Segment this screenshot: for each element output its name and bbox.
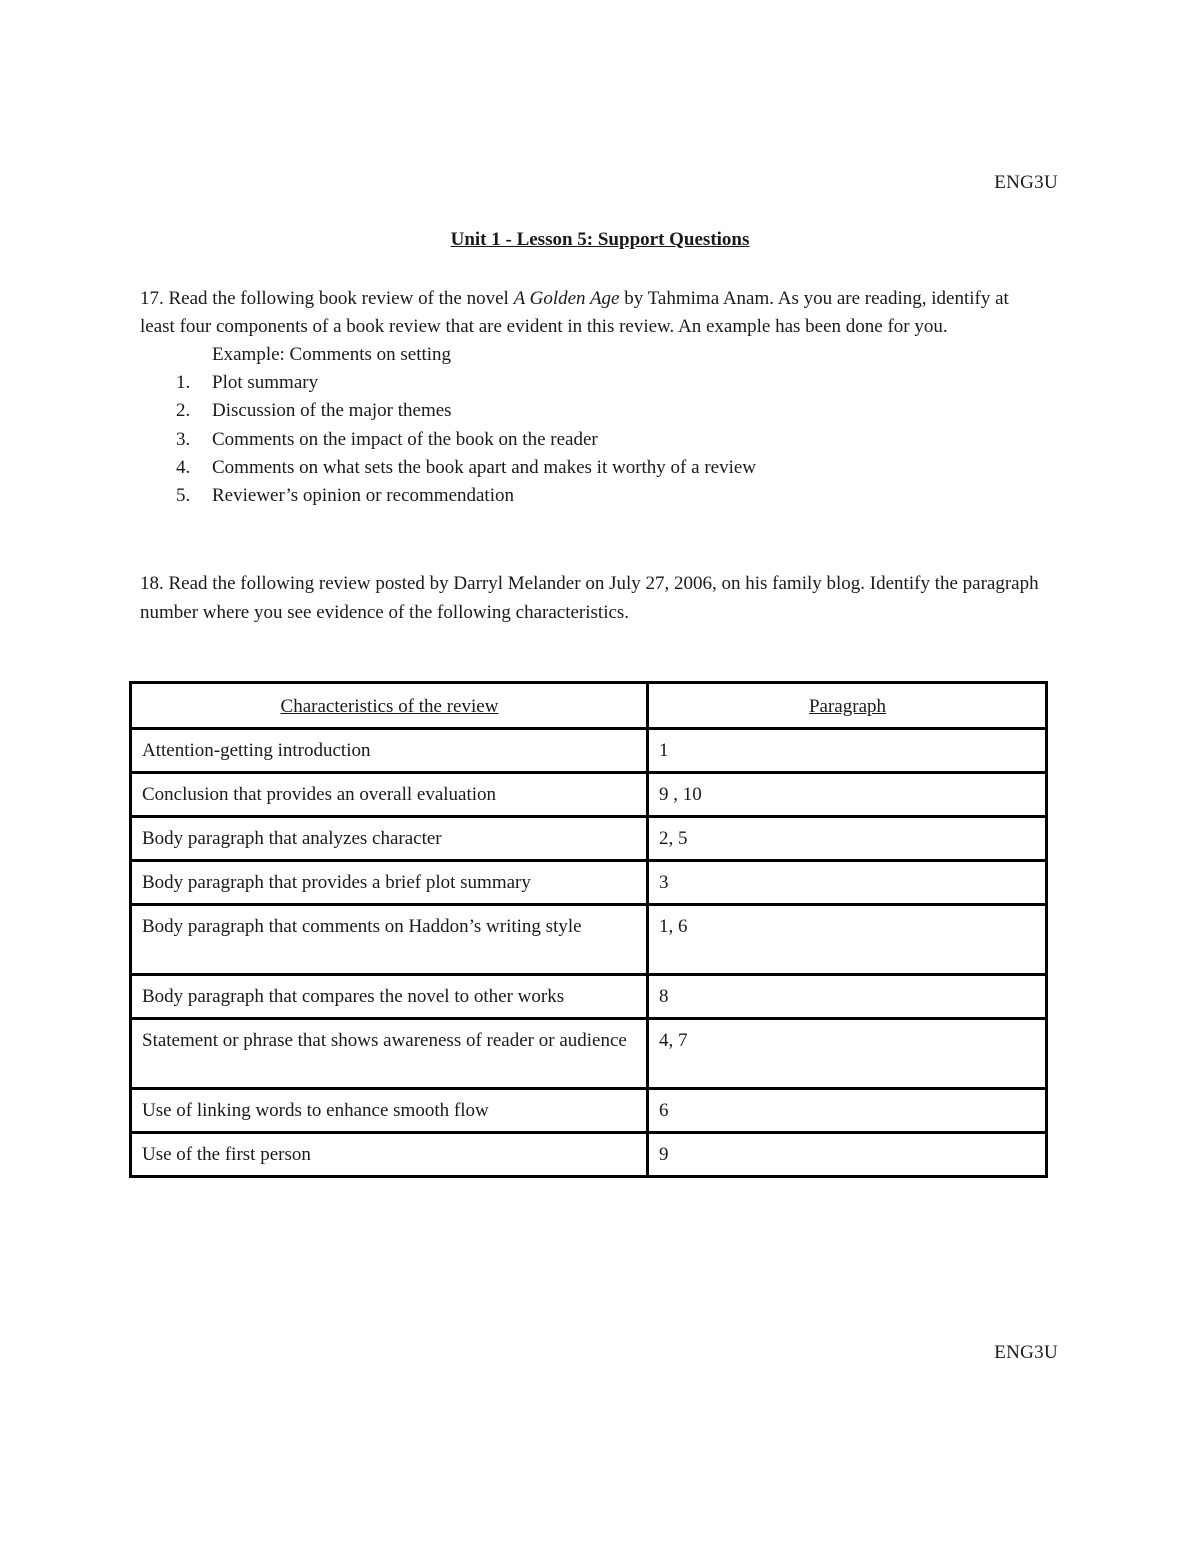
list-item-text: Comments on what sets the book apart and makes it worthy of a review bbox=[212, 456, 757, 478]
table-row bbox=[131, 1133, 1047, 1177]
page-title: Unit 1 - Lesson 5: Support Questions bbox=[450, 229, 750, 250]
table-row bbox=[131, 905, 1047, 975]
paragraph-cell: 6 bbox=[648, 1089, 1047, 1133]
list-item-number: 1. bbox=[176, 372, 191, 393]
novel-title: A Golden Age bbox=[513, 288, 620, 309]
paragraph-cell: 4, 7 bbox=[648, 1019, 1047, 1089]
characteristic-cell: Statement or phrase that shows awareness of reader or audience bbox=[131, 1019, 648, 1089]
list-item bbox=[140, 426, 1045, 454]
characteristic-cell: Body paragraph that analyzes character bbox=[131, 817, 648, 861]
paragraph-cell: 1, 6 bbox=[648, 905, 1047, 975]
characteristics-table bbox=[129, 681, 1048, 1178]
paragraph-cell: 3 bbox=[648, 861, 1047, 905]
question-17 bbox=[140, 285, 1045, 510]
characteristic-cell: Use of the first person bbox=[131, 1133, 648, 1177]
paragraph-cell: 1 bbox=[648, 729, 1047, 773]
components-list bbox=[140, 369, 1045, 510]
list-item-number: 2. bbox=[176, 400, 191, 422]
column-header-characteristics: Characteristics of the review bbox=[131, 683, 648, 729]
column-header-paragraph: Paragraph bbox=[648, 683, 1047, 729]
list-item bbox=[140, 397, 1045, 425]
paragraph-cell: 2, 5 bbox=[648, 817, 1047, 861]
question-18-prompt: 18. Read the following review posted by Darryl Melander on July 27, 2006, on his family blog. Identify the paragraph number where you see evidence of the following characteristics. bbox=[140, 573, 1039, 623]
list-item-text: Comments on the impact of the book on the reader bbox=[212, 428, 598, 450]
question-18 bbox=[140, 569, 1045, 627]
question-17-prompt bbox=[140, 285, 1045, 341]
paragraph-cell: 8 bbox=[648, 975, 1047, 1019]
footer-course-code: ENG3U bbox=[994, 1342, 1058, 1363]
paragraph-cell: 9 bbox=[648, 1133, 1047, 1177]
table-row bbox=[131, 1019, 1047, 1089]
question-17-prefix: 17. Read the following book review of the novel bbox=[140, 288, 514, 309]
table-header-row bbox=[131, 683, 1047, 729]
list-item bbox=[140, 482, 1045, 510]
list-item-text: Discussion of the major themes bbox=[212, 400, 452, 422]
question-17-suffix: by Tahmima Anam. As you are reading, identify at least four components of a book review that are evident in this review. An example has been done for you. bbox=[140, 288, 1009, 337]
characteristic-cell: Body paragraph that provides a brief plot summary bbox=[131, 861, 648, 905]
table-row bbox=[131, 975, 1047, 1019]
table-row bbox=[131, 773, 1047, 817]
list-item bbox=[140, 369, 1045, 397]
table-row bbox=[131, 861, 1047, 905]
example-line: Example: Comments on setting bbox=[212, 344, 452, 365]
list-item-number: 3. bbox=[176, 428, 191, 450]
table-row bbox=[131, 817, 1047, 861]
characteristic-cell: Conclusion that provides an overall evaluation bbox=[131, 773, 648, 817]
table-row bbox=[131, 1089, 1047, 1133]
header-course-code: ENG3U bbox=[994, 172, 1058, 193]
characteristic-cell: Attention-getting introduction bbox=[131, 729, 648, 773]
table-row bbox=[131, 729, 1047, 773]
list-item-text: Plot summary bbox=[212, 372, 319, 393]
list-item-number: 4. bbox=[176, 456, 191, 478]
paragraph-cell: 9 , 10 bbox=[648, 773, 1047, 817]
list-item-number: 5. bbox=[176, 485, 191, 507]
list-item-text: Reviewer’s opinion or recommendation bbox=[212, 485, 514, 507]
characteristic-cell: Body paragraph that comments on Haddon’s writing style bbox=[131, 905, 648, 975]
characteristic-cell: Use of linking words to enhance smooth flow bbox=[131, 1089, 648, 1133]
list-item bbox=[140, 454, 1045, 482]
characteristic-cell: Body paragraph that compares the novel to other works bbox=[131, 975, 648, 1019]
